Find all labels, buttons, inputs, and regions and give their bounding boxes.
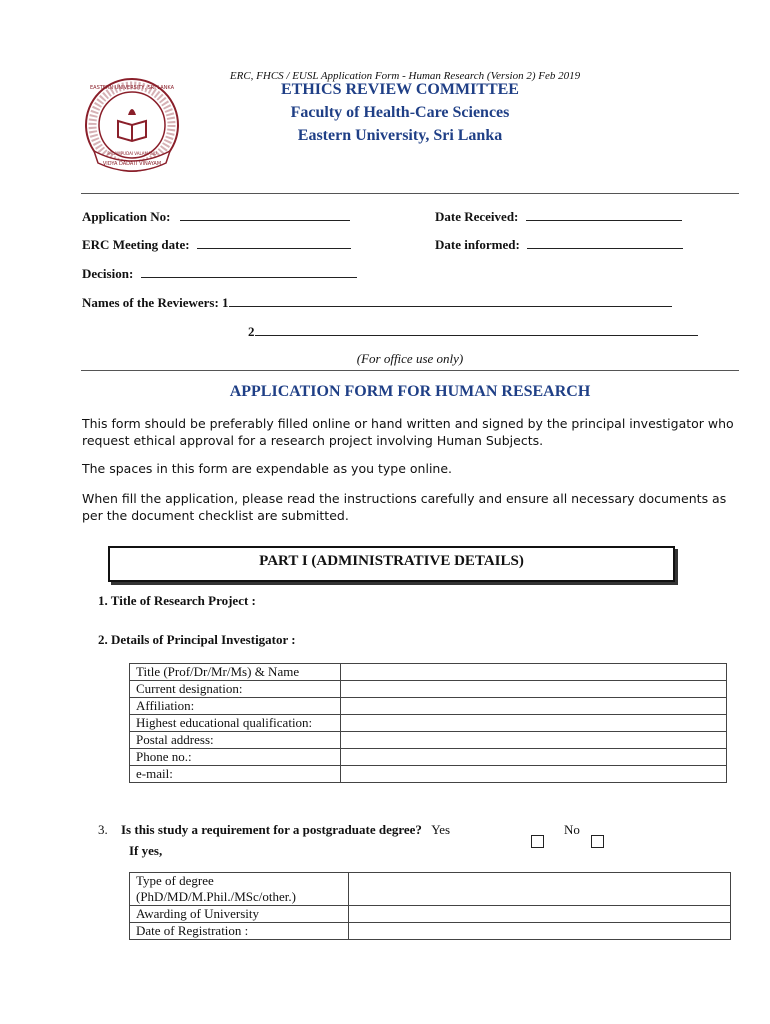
degree-row-value[interactable] (349, 873, 731, 906)
no-label: No (564, 822, 580, 837)
pi-row (130, 766, 727, 783)
committee-title: ETHICS REVIEW COMMITTEE (281, 81, 519, 98)
header-divider (81, 193, 739, 194)
erc-meeting-date-label: ERC Meeting date: (82, 237, 190, 252)
if-yes-label: If yes, (129, 843, 163, 858)
degree-row (130, 923, 731, 940)
decision-label: Decision: (82, 266, 134, 281)
reviewer-2-label: 2 (248, 324, 255, 339)
date-received-label: Date Received: (435, 209, 519, 224)
form-title: APPLICATION FORM FOR HUMAN RESEARCH (229, 383, 591, 400)
pi-row (130, 664, 727, 681)
degree-row (130, 873, 731, 906)
degree-row-value[interactable] (349, 923, 731, 940)
pi-row-value[interactable] (341, 715, 727, 732)
date-informed-label: Date informed: (435, 237, 520, 252)
part-1-title: PART I (ADMINISTRATIVE DETAILS) (259, 553, 524, 569)
date-received-field[interactable] (435, 208, 682, 225)
reviewer-1-field[interactable] (82, 294, 672, 311)
pi-row (130, 732, 727, 749)
reviewer-2-field[interactable] (248, 323, 698, 340)
application-no-field[interactable] (82, 208, 350, 225)
date-informed-line[interactable] (527, 236, 683, 249)
question-1-label: 1. Title of Research Project : (98, 593, 256, 608)
yes-label: Yes (431, 822, 451, 837)
decision-field[interactable] (82, 265, 357, 282)
pi-row-label: e-mail: (130, 766, 341, 783)
no-checkbox[interactable] (591, 835, 604, 848)
instruction-paragraph-1: This form should be preferably filled online or hand written and signed by the principal investigator who request ethical approval for a research project involving Human Subjects. (82, 416, 734, 448)
degree-row-label: Date of Registration : (130, 923, 349, 940)
pi-row-label: Phone no.: (130, 749, 341, 766)
university-title: Eastern University, Sri Lanka (297, 127, 503, 144)
logo-ribbon-text: VIDYA DADATI VINAYAM (102, 161, 162, 167)
erc-meeting-date-field[interactable] (82, 236, 351, 253)
decision-line[interactable] (141, 265, 357, 278)
office-divider (81, 370, 739, 371)
degree-row (130, 906, 731, 923)
pi-row-value[interactable] (341, 766, 727, 783)
yes-checkbox[interactable] (531, 835, 544, 848)
degree-row-label: Awarding of University (130, 906, 349, 923)
logo-ring-bottom-text: PALAMPUDAI VALAMANU (107, 151, 157, 156)
pi-row-label: Highest educational qualification: (130, 715, 341, 732)
form-version-note: ERC, FHCS / EUSL Application Form - Human Research (Version 2) Feb 2019 (229, 70, 581, 82)
instruction-paragraph-2: The spaces in this form are expendable as you type online. (82, 461, 453, 476)
reviewer-2-line[interactable] (255, 323, 698, 336)
instruction-paragraph-3: When fill the application, please read the instructions carefully and ensure all necessary documents as per the document checklist are submitted. (82, 491, 727, 523)
date-informed-field[interactable] (435, 236, 683, 253)
question-2-label: 2. Details of Principal Investigator : (98, 632, 296, 647)
erc-meeting-date-line[interactable] (197, 236, 351, 249)
pi-row-value[interactable] (341, 664, 727, 681)
office-use-note: (For office use only) (356, 351, 464, 366)
faculty-title: Faculty of Health-Care Sciences (290, 104, 510, 121)
date-received-line[interactable] (526, 208, 682, 221)
logo-ring-text: EASTERN UNIVERSITY, SRI LANKA (89, 85, 175, 91)
pi-row-value[interactable] (341, 732, 727, 749)
pi-row-value[interactable] (341, 698, 727, 715)
pi-row-label: Current designation: (130, 681, 341, 698)
pi-row (130, 698, 727, 715)
reviewers-label: Names of the Reviewers: 1 (82, 295, 229, 310)
pi-row-value[interactable] (341, 749, 727, 766)
pi-row (130, 681, 727, 698)
pi-row-label: Title (Prof/Dr/Mr/Ms) & Name (130, 664, 341, 681)
question-3-number: 3. (98, 822, 108, 837)
principal-investigator-table (129, 663, 727, 783)
reviewer-1-line[interactable] (229, 294, 672, 307)
pi-row (130, 715, 727, 732)
pi-row-label: Affiliation: (130, 698, 341, 715)
pi-row (130, 749, 727, 766)
question-3-label: Is this study a requirement for a postgraduate degree? (121, 822, 422, 837)
pi-row-value[interactable] (341, 681, 727, 698)
question-3-row (98, 822, 450, 838)
application-no-line[interactable] (180, 208, 350, 221)
pi-row-label: Postal address: (130, 732, 341, 749)
application-no-label: Application No: (82, 209, 171, 224)
degree-row-value[interactable] (349, 906, 731, 923)
degree-details-table (129, 872, 731, 940)
degree-row-label: Type of degree (PhD/MD/M.Phil./MSc/other.) (130, 873, 349, 906)
